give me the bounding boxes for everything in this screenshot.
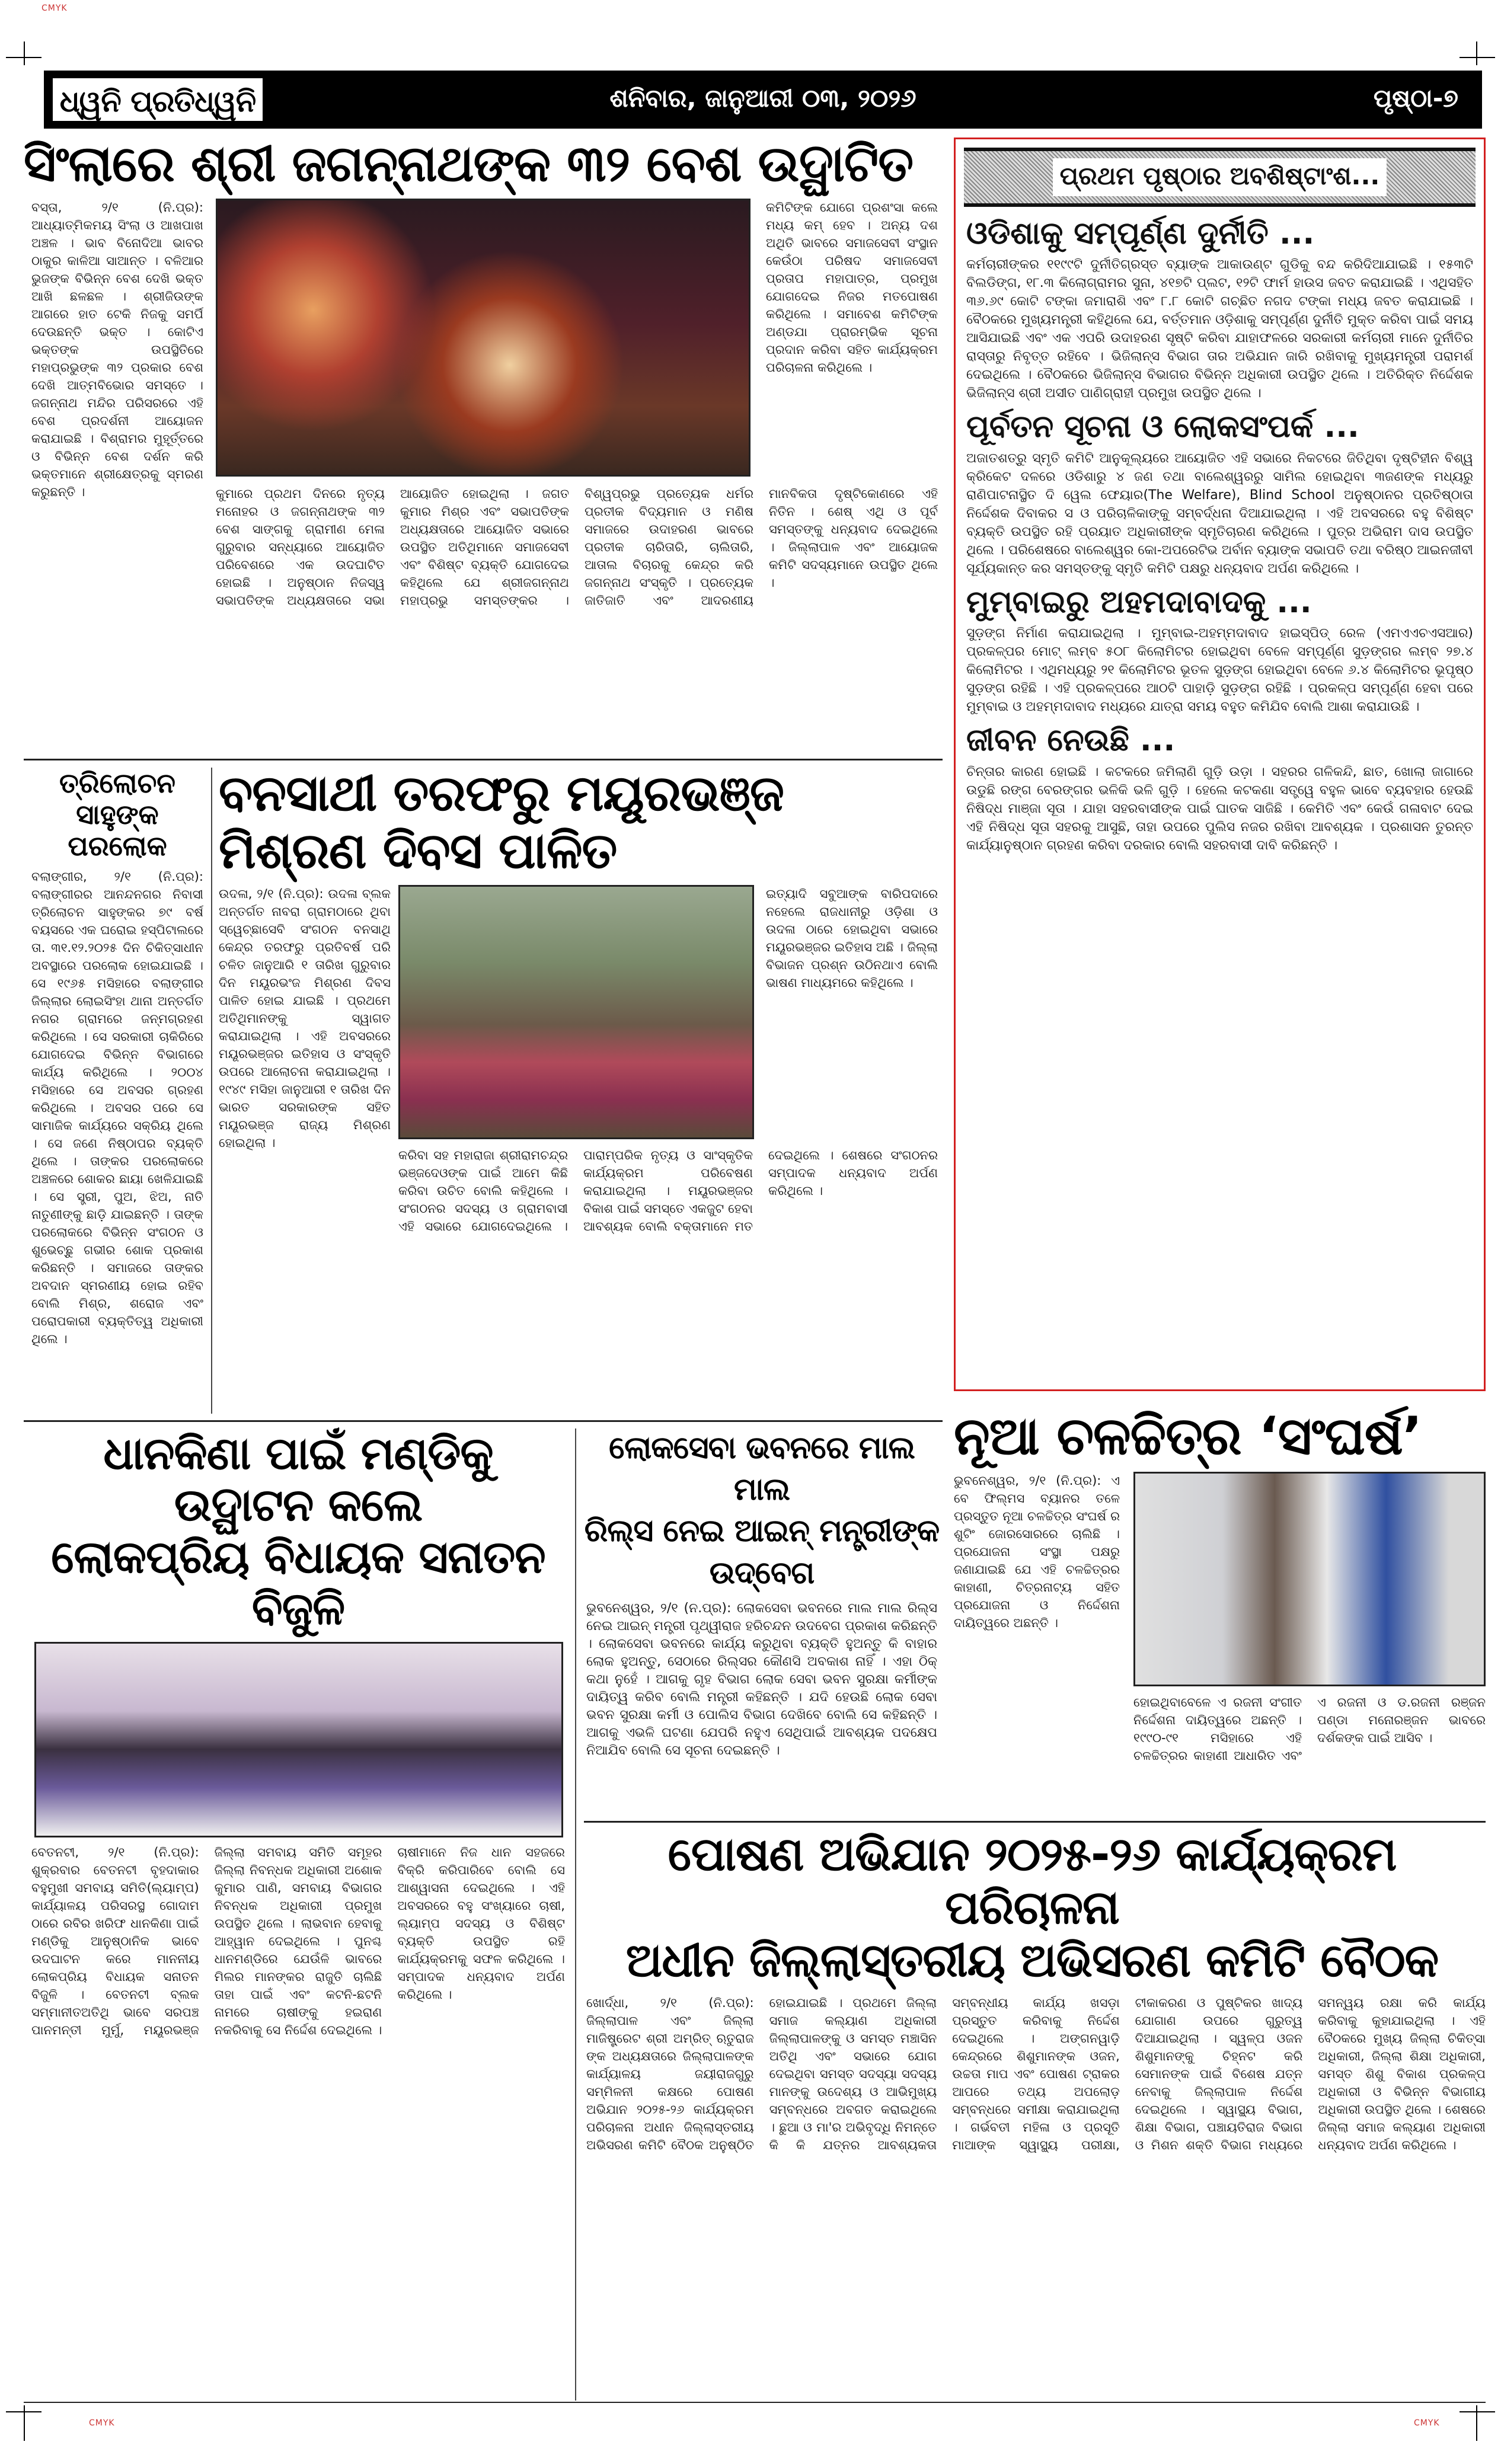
story-poshan-abhiyan — [579, 1829, 1486, 2401]
headline-banasathi: ବନସାଥୀ ତରଫରୁ ମୟୂରଭଞ୍ଜ ମିଶ୍ରଣ ଦିବସ ପାଳିତ — [219, 765, 784, 880]
article-lokseva-reels: ଭୁବନେଶ୍ୱର, ୨/୧ (ନ.ପ୍ର): ଲୋକସେବା ଭବନରେ ମାଲ ମାଲ ରିଲ୍ସ ନେଇ ଆଇନ୍ ମନ୍ତ୍ରୀ ପୃଥ୍ୱୀରାଜ ହରିଚନ୍ଦନ ଉଦବେଗ ପ୍ରକାଶ କରିଛନ୍ତି । ଲୋକସେବା ଭବନରେ କାର୍ଯ୍ୟ କରୁଥିବା ବ୍ୟକ୍ତି ହୁଅନ୍ତୁ କି ବାହାର ଲୋକ ହୁଅନ୍ତୁ, ସେଠାରେ ରିଲ୍ସର କୌଣସି ଅବକାଶ ନାହିଁ । ଏହା ଠିକ୍ କଥା ନୁହେଁ । ଆଗକୁ ଗୃହ ବିଭାଗ ଲୋକ ସେବା ଭବନ ସୁରକ୍ଷା କର୍ମୀଙ୍କ ଦାୟିତ୍ୱ କରିବ ବୋଲି ମନ୍ତ୍ରୀ କହିଛନ୍ତି । ଯଦି ହେଉଛି ଲୋକ ସେବା ଭବନ ସୁରକ୍ଷା କର୍ମୀ ଓ ପୋଲିସ ବିଭାଗ ଦେଖିବେ ବୋଲି ସେ କହିଛନ୍ତି । ଆଗକୁ ଏଭଳି ଘଟଣା ଯେପରି ନହୁଏ ସେଥିପାଇଁ ଆବଶ୍ୟକ ପଦକ୍ଷେପ ନିଆଯିବ ବୋଲି ସେ ସୂଚନା ଦେଇଛନ୍ତି । — [586, 1600, 937, 1758]
headline-dhana-mandi — [31, 1427, 565, 1635]
photo-frame — [31, 1642, 565, 1837]
divider — [24, 1420, 943, 1422]
box-content — [966, 209, 1473, 1383]
newspaper-logo: ଧ୍ୱନି ପ୍ରତିଧ୍ୱନି — [51, 76, 264, 123]
divider — [24, 759, 943, 760]
photo-jagannath-besha-event — [216, 199, 750, 477]
box-title-banner — [964, 148, 1476, 207]
article-poshan-abhiyan: ଖୋର୍ଦ୍ଧା, ୨/୧ (ନି.ପ୍ର): ଜିଲ୍ଲାପାଳ ଏବଂ ଜିଲ୍ଲା ମାଜିଷ୍ଟ୍ରେଟ ଶ୍ରୀ ଅମ୍ରିତ୍ ଋତୁରାଜ ଙ୍କ ଅଧ୍ୟକ୍ଷତାରେ ଜିଲ୍ଲାପାଳଙ୍କ କାର୍ଯ୍ୟାଳୟ ଜୟୀରାଜଗୁରୁ ସମ୍ମିଳନୀ କକ୍ଷରେ ପୋଷଣ ଅଭିଯାନ ୨୦୨୫-୨୬ କାର୍ଯ୍ୟକ୍ରମ ପରିଚାଳନା ଅଧୀନ ଜିଲ୍ଲାସ୍ତରୀୟ ଅଭିସରଣ କମିଟି ବୈଠକ ଅନୁଷ୍ଠିତ ହୋଇଯାଇଛି । ପ୍ରଥମେ ଜିଲ୍ଲା ସମାଜ କଲ୍ୟାଣ ଅଧିକାରୀ ଜିଲ୍ଲାପାଳଙ୍କୁ ଓ ସମସ୍ତ ମଞ୍ଚାସିନ ଅତିଥି ଏବଂ ସଭାରେ ଯୋଗ ଦେଇଥିବା ସମସ୍ତ ସଦସ୍ୟା ସଦସ୍ୟ ମାନଙ୍କୁ ଉଦେଶ୍ୟ ଓ ଆଭିମୁଖ୍ୟ ସମ୍ବନ୍ଧରେ ଅବଗତ କରାଇଥିଲେ । ଛୁଆ ଓ ମା'ର ଅଭିବୃଦ୍ଧି ନିମନ୍ତେ କି କି ଯତ୍ନର ଆବଶ୍ୟକତା ସମ୍ବନ୍ଧୀୟ କାର୍ଯ୍ୟ ଖସଡ଼ା ପ୍ରସ୍ତୁତ କରିବାକୁ ନିର୍ଦ୍ଦେଶ ଦେଇଥିଲେ । ଅଙ୍ଗନୱାଡ଼ି କେନ୍ଦ୍ରରେ ଶିଶୁମାନଙ୍କ ଓଜନ, ଉଚ୍ଚତା ମାପ ଏବଂ ପୋଷଣ ଟ୍ରାକର ଆପରେ ତଥ୍ୟ ଅପଲୋଡ଼ ସମ୍ବନ୍ଧରେ ସମୀକ୍ଷା କରାଯାଇଥିଲା । ଗର୍ଭବତୀ ମହିଳା ଓ ପ୍ରସୂତି ମାଆଙ୍କ ସ୍ୱାସ୍ଥ୍ୟ ପରୀକ୍ଷା, ଟୀକାକରଣ ଓ ପୁଷ୍ଟିକର ଖାଦ୍ୟ ଯୋଗାଣ ଉପରେ ଗୁରୁତ୍ୱ ଦିଆଯାଇଥିଲା । ସ୍ୱଳ୍ପ ଓଜନ ଶିଶୁମାନଙ୍କୁ ଚିହ୍ନଟ କରି ସେମାନଙ୍କ ପାଇଁ ବିଶେଷ ଯତ୍ନ ନେବାକୁ ଜିଲ୍ଲାପାଳ ନିର୍ଦ୍ଦେଶ ଦେଇଥିଲେ । ସ୍ୱାସ୍ଥ୍ୟ ବିଭାଗ, ଶିକ୍ଷା ବିଭାଗ, ପଞ୍ଚାୟତିରାଜ ବିଭାଗ ଓ ମିଶନ ଶକ୍ତି ବିଭାଗ ମଧ୍ୟରେ ସମନ୍ୱୟ ରକ୍ଷା କରି କାର୍ଯ୍ୟ କରିବାକୁ କୁହାଯାଇଥିଲା । ଏହି ବୈଠକରେ ମୁଖ୍ୟ ଜିଲ୍ଲା ଚିକିତ୍ସା ଅଧିକାରୀ, ଜିଲ୍ଲା ଶିକ୍ଷା ଅଧିକାରୀ, ସମସ୍ତ ଶିଶୁ ବିକାଶ ପ୍ରକଳ୍ପ ଅଧିକାରୀ ଓ ବିଭିନ୍ନ ବିଭାଗୀୟ ଅଧିକାରୀ ଉପସ୍ଥିତ ଥିଲେ । ଶେଷରେ ଜିଲ୍ଲା ସମାଜ କଲ୍ୟାଣ ଅଧିକାରୀ ଧନ୍ୟବାଦ ଅର୍ପଣ କରିଥିଲେ । — [586, 1996, 1486, 2153]
print-color-mark: CMYK — [1414, 2418, 1440, 2428]
crop-mark — [1476, 41, 1477, 65]
page-number: ପୃଷ୍ଠା-୭ — [1373, 84, 1458, 113]
article-sangharsh-body: ହୋଇଥିବାବେଳେ ଏ ରଜନୀ ସଂଗୀତ ନିର୍ଦ୍ଦେଶନା ଦାୟିତ୍ୱରେ ଅଛନ୍ତି । ୧୯୯୦-୯୧ ମସିହାରେ ଏହି ଚଳଚ୍ଚିତ୍ରର କାହାଣୀ ଆଧାରିତ ଏବଂ ଏ ରଜନୀ ଓ ଡ.ରଜନୀ ରଞ୍ଜନ ପଣ୍ଡା ମନୋରଞ୍ଜନ ଭାବରେ ଦର୍ଶକଙ୍କ ପାଇଁ ଆସିବ । — [1133, 1695, 1486, 1763]
article-banasathi-col-right: ଇତ୍ୟାଦି ସବୁଆଙ୍କ ବାରିପଦାରେ ନହେଲେ ରାଜଧାନୀରୁ ଓଡ଼ିଶା ଓ ଉଦଳା ଠାରେ ହୋଇଥିବା ସଭାରେ ମୟୂରଭଞ୍ଜର ଇତିହାସ ଅଛି । ଜିଲ୍ଲା ବିଭାଜନ ପ୍ରଶ୍ନ ଉଠିନଥାଏ ବୋଲି ଭାଷଣ ମାଧ୍ୟମରେ କହିଥିଲେ । — [766, 887, 938, 990]
story-banasathi-content — [219, 885, 939, 1415]
continued-from-front-page-box — [954, 138, 1486, 1391]
headline-sangharsh-film: ନୂଆ ଚଳଚ୍ଚିତ୍ର ‘ସଂଘର୍ଷ’ — [954, 1406, 1422, 1466]
masthead — [44, 71, 1482, 129]
headline-line: ରିଲ୍ସ ନେଇ ଆଇନ୍ ମନ୍ତ୍ରୀଙ୍କ ଉଦ୍‌ବେଗ — [584, 1513, 940, 1591]
column-divider — [575, 1428, 576, 2401]
story-banasathi — [219, 765, 939, 1415]
divider — [584, 1821, 1486, 1823]
crop-mark — [1460, 57, 1495, 58]
headline-line: ଲୋକପ୍ରିୟ ବିଧାୟକ ସନାତନ ବିଜୁଳି — [51, 1530, 545, 1635]
article-singla-body: କୁମାରେ ପ୍ରଥମ ଦିନରେ ନୃତ୍ୟ ମନୋହର ଓ ଜଗନ୍ନାଥଙ୍କ ୩୨ ବେଶ ସାଙ୍ଗକୁ ଗ୍ରାମୀଣ ମେଳା ଗୁରୁବାର ସନ୍ଧ୍ୟାରେ ଆୟୋଜିତ ପରିବେଶରେ ଏକ ଉଦଘାଟିତ ହୋଇଛି । ଅନୁଷ୍ଠାନ ନିଜସ୍ୱ ସଭାପତିଙ୍କ ଅଧ୍ୟକ୍ଷତାରେ ସଭା ଆୟୋଜିତ ହୋଇଥିଲା । ଜଗତ କୁମାର ମିଶ୍ର ଏବଂ ସଭାପତିଙ୍କ ଅଧ୍ୟକ୍ଷତାରେ ଆୟୋଜିତ ସଭାରେ ଉପସ୍ଥିତ ଅତିଥିମାନେ ସମାଜସେବୀ ଏବଂ ବିଶିଷ୍ଟ ବ୍ୟକ୍ତି ଯୋଗଦେଇ କହିଥିଲେ ଯେ ଶ୍ରୀଜଗନ୍ନାଥ ମହାପ୍ରଭୁ ସମସ୍ତଙ୍କର । ବିଶ୍ୱପ୍ରଭୁ ପ୍ରତ୍ୟେକ ଧର୍ମର ପ୍ରତୀକ ବିଦ୍ୟମାନ ଓ ମଣିଷ ସମାଜରେ ଉଦାହରଣ ଭାବରେ ପ୍ରତୀକ ଚାରିତାରି, ଚାଲିତାରି, ଆତାଲ ବିଚାରକୁ କେନ୍ଦ୍ର କରି ଜଗନ୍ନାଥ ସଂସ୍କୃତି । ପ୍ରତ୍ୟେକ ଜାତିଜାତି ଏବଂ ଆଦରଣୀୟ ମାନବିକତା ଦୃଷ୍ଟିକୋଣରେ ଏହି ନିତିନ । ଶେଷ୍ ଏଥି ଓ ପୂର୍ବ ସମସ୍ତଙ୍କୁ ଧନ୍ୟବାଦ ଦେଇଥିଲେ । ଜିଲ୍ଲାପାଳ ଏବଂ ଆୟୋଜକ କମିଟି ସଦସ୍ୟମାନେ ଉପସ୍ଥିତ ଥିଲେ । — [216, 486, 938, 608]
story-singla-content — [24, 199, 943, 755]
crop-mark — [24, 41, 25, 65]
article-singla-col-right: କମିଟିଙ୍କ ଯୋଗେ ପ୍ରଶଂସା କଲେ ମଧ୍ୟ କମ୍ ହେବ । ଅନ୍ୟ ଦଶ ଅଥିତି ଭାବରେ ସମାଜସେବୀ ସଂସ୍ଥାନ କେଉଁଠା ପରିଷଦ ସମାଜସେବୀ ପ୍ରତାପ ମହାପାତ୍ର, ପ୍ରମୁଖ ଯୋଗଦେଇ ନିଜର ମତପୋଷଣ କରିଥିଲେ । ସମାବେଶ କମିଟିଙ୍କ ଅଣ୍ଡଯା ପ୍ରାରମ୍ଭିକ ସୂଚନା ପ୍ରଦାନ କରିବା ସହିତ କାର୍ଯ୍ୟକ୍ରମ ପରିଚାଳନା କରିଥିଲେ । — [766, 200, 938, 375]
article-obituary: ବଲାଙ୍ଗୀର, ୨/୧ (ନି.ପ୍ର): ବଲାଙ୍ଗୀରର ଆନନ୍ଦନଗର ନିବାସୀ ତ୍ରିଲୋଚନ ସାହୁଙ୍କର ୭୯ ବର୍ଷ ବୟସରେ ଏକ ଘରୋଇ ହସ୍ପିଟାଲରେ ତା. ୩୧.୧୨.୨୦୨୫ ଦିନ ଚିକିତ୍ସାଧୀନ ଅବସ୍ଥାରେ ପରଲୋକ ହୋଇଯାଇଛି । ସେ ୧୯୬୫ ମସିହାରେ ବଲାଙ୍ଗୀର ଜିଲ୍ଲାର ଲୋଇସିଂହା ଥାନା ଅନ୍ତର୍ଗତ ନଗର ଗ୍ରାମରେ ଜନ୍ମଗ୍ରହଣ କରିଥିଲେ । ସେ ସରକାରୀ ଚାକିରିରେ ଯୋଗଦେଇ ବିଭିନ୍ନ ବିଭାଗରେ କାର୍ଯ୍ୟ କରିଥିଲେ । ୨୦୦୪ ମସିହାରେ ସେ ଅବସର ଗ୍ରହଣ କରିଥିଲେ । ଅବସର ପରେ ସେ ସାମାଜିକ କାର୍ଯ୍ୟରେ ସକ୍ରିୟ ଥିଲେ । ସେ ଜଣେ ନିଷ୍ଠାପର ବ୍ୟକ୍ତି ଥିଲେ । ତାଙ୍କର ପରଲୋକରେ ଅଞ୍ଚଳରେ ଶୋକର ଛାୟା ଖେଳିଯାଇଛି । ସେ ସ୍ତ୍ରୀ, ପୁଅ, ଝିଅ, ନାତି ନାତୁଣୀଙ୍କୁ ଛାଡ଼ି ଯାଇଛନ୍ତି । ତାଙ୍କ ପରଲୋକରେ ବିଭିନ୍ନ ସଂଗଠନ ଓ ଶୁଭେଚ୍ଛୁ ଗଭୀର ଶୋକ ପ୍ରକାଶ କରିଛନ୍ତି । ସମାଜରେ ତାଙ୍କର ଅବଦାନ ସ୍ମରଣୀୟ ହୋଇ ରହିବ ବୋଲି ମିଶ୍ର, ଶରୋଜ ଏବଂ ପରୋପକାରୀ ବ୍ୟକ୍ତିତ୍ୱ ଅଧିକାରୀ ଥିଲେ । — [31, 869, 203, 1346]
headline-line: ପୋଷଣ ଅଭିଯାନ ୨୦୨୫-୨୬ କାର୍ଯ୍ୟକ୍ରମ ପରିଚାଳନା — [668, 1829, 1397, 1935]
crop-mark — [1476, 2405, 1477, 2441]
photo-mandi-inauguration — [34, 1642, 563, 1837]
crop-mark — [1460, 2411, 1495, 2412]
crop-mark — [24, 2405, 25, 2441]
continued-text-bullet-train: ସୁଡ଼ଙ୍ଗ ନିର୍ମାଣ କରାଯାଇଥିଲା । ମୁମ୍ବାଇ-ଅହମ୍ମଦାବାଦ ହାଇସ୍ପିଡ୍ ରେଳ (ଏମଏଏଚଏସଆର) ପ୍ରକଳ୍ପର ମୋଟ୍ ଲମ୍ବ ୫୦୮ କିଲୋମିଟର ହୋଇଥିବା ବେଳେ ସମ୍ପୂର୍ଣ୍ଣ ସୁଡ଼ଙ୍ଗର ଲମ୍ବ ୨୭.୪ କିଲୋମିଟର । ଏଥିମଧ୍ୟରୁ ୨୧ କିଲୋମିଟର ଭୂତଳ ସୁଡ଼ଙ୍ଗ ହୋଇଥିବା ବେଳେ ୬.୪ କିଲୋମିଟର ଭୂପୃଷ୍ଠ ସୁଡ଼ଙ୍ଗ ରହିଛି । ଏହି ପ୍ରକଳ୍ପରେ ଆଠଟି ପାହାଡ଼ି ସୁଡ଼ଙ୍ଗ ରହିଛି । ପ୍ରକଳ୍ପ ସମ୍ପୂର୍ଣ୍ଣ ହେବା ପରେ ମୁମ୍ବାଇ ଓ ଅହମ୍ମଦାବାଦ ମଧ୍ୟରେ ଯାତ୍ରା ସମୟ ବହୁତ କମିଯିବ ବୋଲି ଆଶା କରାଯାଉଛି । — [966, 626, 1473, 715]
story-dhana-mandi — [31, 1427, 565, 2401]
photo-sangharsh-film-team — [1133, 1472, 1486, 1686]
story-sangharsh-content — [954, 1472, 1487, 1818]
article-dhana-mandi: ବେତନଟୀ, ୨/୧ (ନି.ପ୍ର): ଶୁକ୍ରବାର ବେତନଟୀ ବୃହଦାକାର ବହୁମୁଖୀ ସମବାୟ ସମିତି(ଲ୍ୟାମ୍ପ) କାର୍ଯ୍ୟାଳୟ ପରିସରସ୍ଥ ଗୋଦାମ ଠାରେ ରବିର ଖରିଫ ଧାନକିଣା ପାଇଁ ମଣ୍ଡିକୁ ଆନୁଷ୍ଠାନିକ ଭାବେ ଉଦଘାଟନ କରେ ମାନନୀୟ ଲୋକପ୍ରିୟ ବିଧାୟକ ସନାତନ ବିଜୁଳି । ବେତନଟୀ ବ୍ଲକ ସମ୍ମାନୀତଅତିଥି ଭାବେ ସରପଞ୍ଚ ପାନମନ୍ତୀ ମୁର୍ମୁ, ମୟୂରଭଞ୍ଜ ଜିଲ୍ଲା ସମବାୟ ସମିତି ସମୂହର ଜିଲ୍ଲା ନିବନ୍ଧକ ଅଧିକାରୀ ଅଶୋକ କୁମାର ପାଣି, ସମବାୟ ବିଭାଗର ନିବନ୍ଧକ ଅଧିକାରୀ ପ୍ରମୁଖ ଉପସ୍ଥିତ ଥିଲେ । ଲାଭବାନ ହେବାକୁ ଆହ୍ୱାନ ଦେଇଥିଲେ । ପୁନଶ୍ଚ ଧାନମଣ୍ଡିରେ ଯେଉଁଳି ଭାବରେ ମିଲର ମାନଙ୍କର ରାଜୁତି ଚାଲିଛି ତାହା ପାଇଁ ଏବଂ କଟନି-ଛଟନି ନାମରେ ଚାଷୀଙ୍କୁ ହଇରାଣ ନକରିବାକୁ ସେ ନିର୍ଦ୍ଦେଶ ଦେଇଥିଲେ । ଚାଷୀମାନେ ନିଜ ଧାନ ସହଜରେ ବିକ୍ରି କରିପାରିବେ ବୋଲି ସେ ଆଶ୍ୱାସନା ଦେଇଥିଲେ । ଏହି ଅବସରରେ ବହୁ ସଂଖ୍ୟାରେ ଚାଷୀ, ଲ୍ୟାମ୍ପ ସଦସ୍ୟ ଓ ବିଶିଷ୍ଟ ବ୍ୟକ୍ତି ଉପସ୍ଥିତ ରହି କାର୍ଯ୍ୟକ୍ରମକୁ ସଫଳ କରିଥିଲେ । ସମ୍ପାଦକ ଧନ୍ୟବାଦ ଅର୍ପଣ କରିଥିଲେ । — [31, 1845, 565, 2037]
story-singla — [24, 135, 943, 755]
issue-date: ଶନିବାର, ଜାନୁଆରୀ ୦୩, ୨୦୨୬ — [609, 84, 916, 113]
print-color-mark: CMYK — [89, 2418, 115, 2428]
article-banasathi-body: କରିବା ସହ ମହାରାଜା ଶ୍ରୀରାମଚନ୍ଦ୍ର ଭଞ୍ଜଦେଓଙ୍କ ପାଇଁ ଆମେ କିଛି କରିବା ଉଚିତ ବୋଲି କହିଥିଲେ । ସଂଗଠନର ସଦସ୍ୟ ଓ ଗ୍ରାମବାସୀ ଏହି ସଭାରେ ଯୋଗଦେଇଥିଲେ । ପାରାମ୍ପରିକ ନୃତ୍ୟ ଓ ସାଂସ୍କୃତିକ କାର୍ଯ୍ୟକ୍ରମ ପରିବେଷଣ କରାଯାଇଥିଲା । ମୟୂରଭଞ୍ଜର ବିକାଶ ପାଇଁ ସମସ୍ତେ ଏକଜୁଟ ହେବା ଆବଶ୍ୟକ ବୋଲି ବକ୍ତାମାନେ ମତ ଦେଇଥିଲେ । ଶେଷରେ ସଂଗଠନର ସମ୍ପାଦକ ଧନ୍ୟବାଦ ଅର୍ପଣ କରିଥିଲେ । — [398, 1148, 938, 1234]
headline-obituary: ତ୍ରିଲୋଚନ ସାହୁଙ୍କ ପରଲୋକ — [59, 768, 175, 862]
headline-lokseva-reels — [584, 1427, 940, 1594]
continued-text-manja: ଚିନ୍ତାର କାରଣ ହୋଇଛି । କଟକରେ ଜମିଲାଣି ଗୁଡ଼ି ଉଡ଼ା । ସହରର ଗଳିକନ୍ଦି, ଛାତ, ଖୋଲା ଜାଗାରେ ଉଡୁଛି ରଙ୍ଗ ବେରଙ୍ଗର ଭଳିକି ଭଳି ଗୁଡ଼ି । ହେଲେ କଟକଣା ସତ୍ତ୍ୱେ ବହୁଳ ଭାବେ ବ୍ୟବହାର ହେଉଛି ନିଷିଦ୍ଧ ମାଞ୍ଜା ସୂତା । ଯାହା ସହରବାସୀଙ୍କ ପାଇଁ ଘାତକ ସାଜିଛି । କେମିତି ଏବଂ କେଉଁ ଗଳାବାଟ ଦେଇ ଏହି ନିଷିଦ୍ଧ ସୂତା ସହରକୁ ଆସୁଛି, ତାହା ଉପରେ ପୁଲିସ ନଜର ରଖିବା ଆବଶ୍ୟକ । ପ୍ରଶାସନ ତୁରନ୍ତ କାର୍ଯ୍ୟାନୁଷ୍ଠାନ ଗ୍ରହଣ କରିବା ଦରକାର ବୋଲି ସହରବାସୀ ଦାବି କରିଛନ୍ତି । — [966, 764, 1473, 853]
headline-singla: ସିଂଲାରେ ଶ୍ରୀ ଜଗନ୍ନାଥଙ୍କ ୩୨ ବେଶ ଉଦ୍ଘାଟିତ — [24, 135, 914, 193]
continued-headline-corruption: ଓଡିଶାକୁ ସମ୍ପୂର୍ଣ୍ଣ ଦୁର୍ନୀତି ... — [966, 216, 1315, 251]
story-lokseva-reels — [584, 1427, 940, 1817]
continued-text-corruption: କର୍ମଚାରୀଙ୍କର ୧୧୯୯ଟି ଦୁର୍ନୀତିଗ୍ରସ୍ତ ବ୍ୟାଙ୍କ ଆକାଉଣ୍ଟ ଗୁଡିକୁ ବନ୍ଦ କରିଦିଆଯାଇଛି । ୧୫୩ଟି ବିଲଡିଙ୍ଗ, ୧୮.୩ କିଲୋଗ୍ରାମର ସୁନା, ୪୧୭ଟି ପ୍ଲଟ, ୧୨ଟି ଫାର୍ମ ହାଉସ ଜବତ କରାଯାଇଛି । ଏଥିସହିତ ୩୬.୬୯ କୋଟି ଟଙ୍କା ଜମାରାଶି ଏବଂ ୮.୮ କୋଟି ଗଚ୍ଛିତ ନଗଦ ଟଙ୍କା ମଧ୍ୟ ଜବତ କରାଯାଇଛି । ବୈଠକରେ ମୁଖ୍ୟମନ୍ତ୍ରୀ କହିଥିଲେ ଯେ, ବର୍ତ୍ତମାନ ଓଡ଼ିଶାକୁ ସମ୍ପୂର୍ଣ୍ଣ ଦୁର୍ନୀତି ମୁକ୍ତ କରିବା ପାଇଁ ସମୟ ଆସିଯାଇଛି ଏବଂ ଏକ ଏପରି ଉଦାହରଣ ସୃଷ୍ଟି କରିବା ଯାହାଫଳରେ ସରକାରୀ କର୍ମଚାରୀ ମାନେ ଦୁର୍ନୀତିର ରାସ୍ତାରୁ ନିବୃତ୍ତ ରହିବେ । ଭିଜିଲାନ୍ସ ବିଭାଗ ତାର ଅଭିଯାନ ଜାରି ରଖିବାକୁ ମୁଖ୍ୟମନ୍ତ୍ରୀ ପରାମର୍ଶ ଦେଇଥିଲେ । ବୈଠକରେ ଭିଜିଲାନ୍ସ ବିଭାଗର ବିଭିନ୍ନ ଅଧିକାରୀ ଉପସ୍ଥିତ ଥିଲେ । ଅତିରିକ୍ତ ନିର୍ଦ୍ଦେଶକ ଭିଜିଲାନ୍ସ ଶ୍ରୀ ଅସୀତ ପାଣିଗ୍ରାହୀ ପ୍ରମୁଖ ଉପସ୍ଥିତ ଥିଲେ । — [966, 257, 1473, 401]
article-singla-col-left: ବସ୍ତା, ୨/୧ (ନି.ପ୍ର): ଆଧ୍ୟାତ୍ମିକମୟ ସିଂଲା ଓ ଆଖପାଖ ଅଞ୍ଚଳ । ଭାବ ବିନୋଦିଆ ଭାବର ଠାକୁର କାଳିଆ ସାଆନ୍ତ । ବଳିଆର ଭୁଜଙ୍କ ବିଭିନ୍ନ ବେଶ ଦେଖି ଭକ୍ତ ଆଖି ଛଳଛଳ । ଶ୍ରୀଜିଉଙ୍କ ଆଗରେ ହାତ ଟେକି ନିଜକୁ ସମର୍ପି ଦେଉଛନ୍ତି ଭକ୍ତ । କୋଟିଏ ଭକ୍ତଙ୍କ ଉପସ୍ଥିତିରେ ମହାପ୍ରଭୁଙ୍କ ୩୨ ପ୍ରକାର ବେଶ ଦେଖି ଆତ୍ମବିଭୋର ସମସ୍ତେ । ଜଗନ୍ନାଥ ମନ୍ଦିର ପରିସରରେ ଏହି ବେଶ ପ୍ରଦର୍ଶନୀ ଆୟୋଜନ କରାଯାଇଛି । ବିଶ୍ରାମର ମୁହୂର୍ତ୍ତରେ ଓ ବିଭିନ୍ନ ବେଶ ଦର୍ଶନ କରି ଭକ୍ତମାନେ ଶ୍ରୀକ୍ଷେତ୍ରକୁ ସ୍ମରଣ କରୁଛନ୍ତି । — [31, 200, 203, 499]
story-sangharsh-film — [954, 1406, 1487, 1818]
print-color-mark: CMYK — [41, 4, 68, 13]
headline-line: ଅଧୀନ ଜିଲ୍ଲାସ୍ତରୀୟ ଅଭିସରଣ କମିଟି ବୈଠକ — [625, 1934, 1439, 1988]
story-obituary — [31, 768, 203, 1415]
headline-poshan-abhiyan — [579, 1829, 1486, 1988]
headline-line: ଲୋକସେବା ଭବନରେ ମାଲ ମାଲ — [609, 1430, 915, 1508]
box-title: ପ୍ରଥମ ପୃଷ୍ଠାର ଅବଶିଷ୍ଟାଂଶ... — [1053, 158, 1387, 196]
continued-text-information: ଅଜାତଶତ୍ରୁ ସ୍ମୃତି କମିଟି ଆନୁକୂଲ୍ୟରେ ଆୟୋଜିତ ଏହି ସଭାରେ ନିକଟରେ ଜିତିଥିବା ଦୃଷ୍ଟିହୀନ ବିଶ୍ୱ କ୍ରିକେଟ ଦଳରେ ଓଡିଶାରୁ ୪ ଜଣ ତଥା ବାଲେଶ୍ୱରରୁ ସାମିଲ ହୋଇଥିବା ୩ଜଣଙ୍କ ମଧ୍ୟରୁ ରାଣିପାଟନାସ୍ଥିତ ଦି ୱେଲ ଫେୟାର(The Welfare), Blind School ଅନୁଷ୍ଠାନର ପ୍ରତିଷ୍ଠାତା ନିର୍ଦ୍ଦେଶକ ଦିବାକର ସ ଓ ପରିଚାଳିକାଙ୍କୁ ସମ୍ବର୍ଦ୍ଧନା ଦିଆଯାଇଥିଲା । ଏହି ଅବସରରେ ବହୁ ବିଶିଷ୍ଟ ବ୍ୟକ୍ତି ଉପସ୍ଥିତ ରହି ପ୍ରୟାତ ଅଧିକାରୀଙ୍କ ସ୍ମୃତିଚାରଣ କରିଥିଲେ । ପୁତ୍ର ଅଭିରାମ ଦାସ ଉପସ୍ଥିତ ଥିଲେ । ପରିଶେଷରେ ବାଲେଶ୍ୱର କୋ-ଅପରେଟିଭ ଅର୍ବାନ ବ୍ୟାଙ୍କ ସଭାପତି ତଥା ବରିଷ୍ଠ ଆଇନଜୀବୀ ସୂର୍ଯ୍ୟକାନ୍ତ କର ସମସ୍ତଙ୍କୁ ସ୍ମୃତି କମିଟି ପକ୍ଷରୁ ଧନ୍ୟବାଦ ଅର୍ପଣ କରିଥିଲେ । — [966, 450, 1473, 576]
headline-line: ଧାନକିଣା ପାଇଁ ମଣ୍ଡିକୁ ଉଦ୍ଘାଟନ କଲେ — [103, 1427, 493, 1532]
continued-headline-bullet-train: ମୁମ୍ବାଇରୁ ଅହମଦାବାଦକୁ ... — [966, 584, 1312, 620]
continued-headline-information: ପୂର୍ବତନ ସୂଚନା ଓ ଲୋକସଂପର୍କ ... — [966, 409, 1359, 445]
page-bottom-rule — [24, 2402, 1486, 2403]
article-sangharsh-col-left: ଭୁବନେଶ୍ୱର, ୨/୧ (ନି.ପ୍ର): ଏ ବେ ଫିଲ୍ମସ ବ୍ୟାନର ତଳେ ପ୍ରସ୍ତୁତ ନୂଆ ଚଳଚ୍ଚିତ୍ର ସଂଘର୍ଷ ର ଶୁଟିଂ ଜୋରସୋରରେ ଚାଲିଛି । ପ୍ରଯୋଜନା ସଂସ୍ଥା ପକ୍ଷରୁ ଜଣାଯାଇଛି ଯେ ଏହି ଚଳଚ୍ଚିତ୍ରର କାହାଣୀ, ଚିତ୍ରନାଟ୍ୟ ସହିତ ପ୍ରଯୋଜନା ଓ ନିର୍ଦ୍ଦେଶନା ଦାୟିତ୍ୱରେ ଅଛନ୍ତି । — [954, 1474, 1120, 1631]
photo-banasathi-gathering — [398, 885, 754, 1139]
column-divider — [211, 768, 212, 1414]
continued-headline-manja: ଜୀବନ ନେଉଛି ... — [966, 723, 1176, 759]
article-banasathi-col-left: ଉଦଳା, ୨/୧ (ନି.ପ୍ର): ଉଦଳା ବ୍ଲକ ଅନ୍ତର୍ଗତ ନାବରା ଗ୍ରାମଠାରେ ଥିବା ସ୍ୱେଚ୍ଛାସେବି ସଂଗଠନ ବନସାଥି କେନ୍ଦ୍ର ତରଫରୁ ପ୍ରତିବର୍ଷ ପରି ଚଳିତ ଜାନୁଆରି ୧ ତାରିଖ ଗୁରୁବାର ଦିନ ମୟୂରଭଂଜ ମିଶ୍ରଣ ଦିବସ ପାଳିତ ହୋଇ ଯାଇଛି । ପ୍ରଥମେ ଅତିଥିମାନଙ୍କୁ ସ୍ୱାଗତ କରାଯାଇଥିଲା । ଏହି ଅବସରରେ ମୟୂରଭଞ୍ଜର ଇତିହାସ ଓ ସଂସ୍କୃତି ଉପରେ ଆଲୋଚନା କରାଯାଇଥିଲା । ୧୯୪୯ ମସିହା ଜାନୁଆରୀ ୧ ତାରିଖ ଦିନ ଭାରତ ସରକାରଙ୍କ ସହିତ ମୟୂରଭଞ୍ଜ ରାଜ୍ୟ ମିଶ୍ରଣ ହୋଇଥିଲା । — [219, 887, 391, 1150]
